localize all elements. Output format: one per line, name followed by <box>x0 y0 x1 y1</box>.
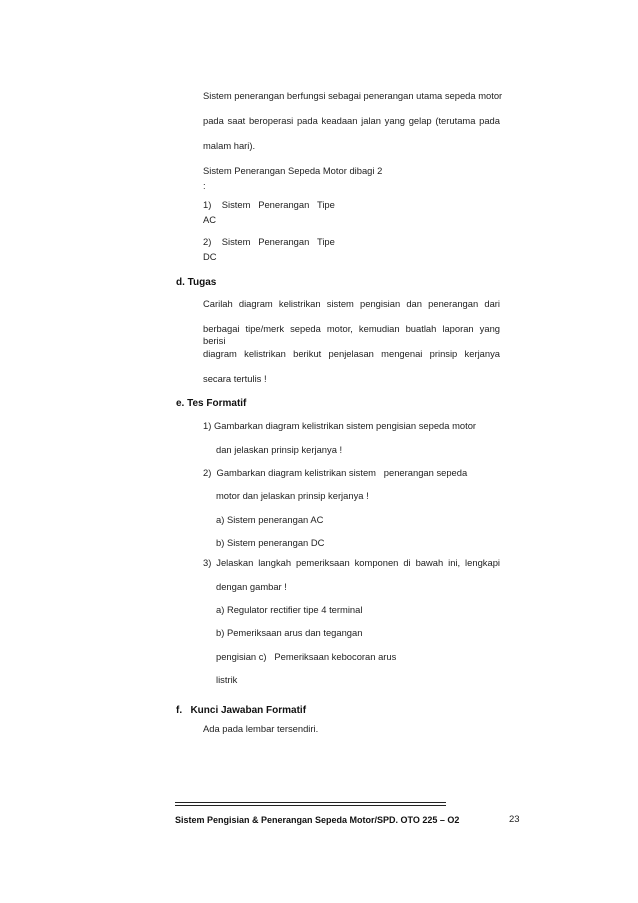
tugas-line-3: diagram kelistrikan berikut penjelasan mengenai prinsip kerjanya <box>203 348 500 359</box>
tes-question-2: 2) Gambarkan diagram kelistrikan sistem penerangan sepeda <box>203 467 468 478</box>
intro-line-1: Sistem penerangan berfungsi sebagai penerangan utama sepeda motor <box>203 90 503 101</box>
tes-question-2-option-a: a) Sistem penerangan AC <box>216 514 324 525</box>
tes-question-1: 1) Gambarkan diagram kelistrikan sistem pengisian sepeda motor <box>203 420 477 431</box>
tes-question-3: 3) Jelaskan langkah pemeriksaan komponen di bawah ini, lengkapi <box>203 557 500 568</box>
tes-question-3-option-c-cont: listrik <box>216 674 238 685</box>
intro-line-3: malam hari). <box>203 140 256 151</box>
intro-line-5: : <box>203 180 206 191</box>
page-number: 23 <box>509 814 520 825</box>
footer-rule-bottom <box>175 805 446 806</box>
kunci-jawaban-text: Ada pada lembar tersendiri. <box>203 723 319 734</box>
intro-list-item-2: 2) Sistem Penerangan Tipe <box>203 236 335 247</box>
intro-list-item-1: 1) Sistem Penerangan Tipe <box>203 199 335 210</box>
intro-list-item-1-cont: AC <box>203 214 217 225</box>
tes-question-3-option-c: pengisian c) Pemeriksaan kebocoran arus <box>216 651 397 662</box>
tes-question-3-option-b: b) Pemeriksaan arus dan tegangan <box>216 627 363 638</box>
footer-title: Sistem Pengisian & Penerangan Sepeda Motor/SPD. OTO 225 – O2 <box>175 815 460 825</box>
intro-line-2: pada saat beroperasi pada keadaan jalan yang gelap (terutama pada <box>203 115 500 126</box>
tugas-line-2: berbagai tipe/merk sepeda motor, kemudian buatlah laporan yang berisi <box>203 323 500 346</box>
tugas-heading: d. Tugas <box>176 277 217 288</box>
tes-question-1-cont: dan jelaskan prinsip kerjanya ! <box>216 444 343 455</box>
tugas-line-1: Carilah diagram kelistrikan sistem pengisian dan penerangan dari <box>203 298 500 309</box>
tes-formatif-heading: e. Tes Formatif <box>176 398 247 409</box>
kunci-jawaban-heading: f. Kunci Jawaban Formatif <box>176 705 307 716</box>
intro-line-4: Sistem Penerangan Sepeda Motor dibagi 2 <box>203 165 383 176</box>
tugas-line-4: secara tertulis ! <box>203 373 267 384</box>
intro-list-item-2-cont: DC <box>203 251 217 262</box>
tes-question-2-cont: motor dan jelaskan prinsip kerjanya ! <box>216 490 369 501</box>
tes-question-3-option-a: a) Regulator rectifier tipe 4 terminal <box>216 604 363 615</box>
footer-rule-top <box>175 802 446 803</box>
tes-question-3-cont: dengan gambar ! <box>216 581 287 592</box>
tes-question-2-option-b: b) Sistem penerangan DC <box>216 537 325 548</box>
